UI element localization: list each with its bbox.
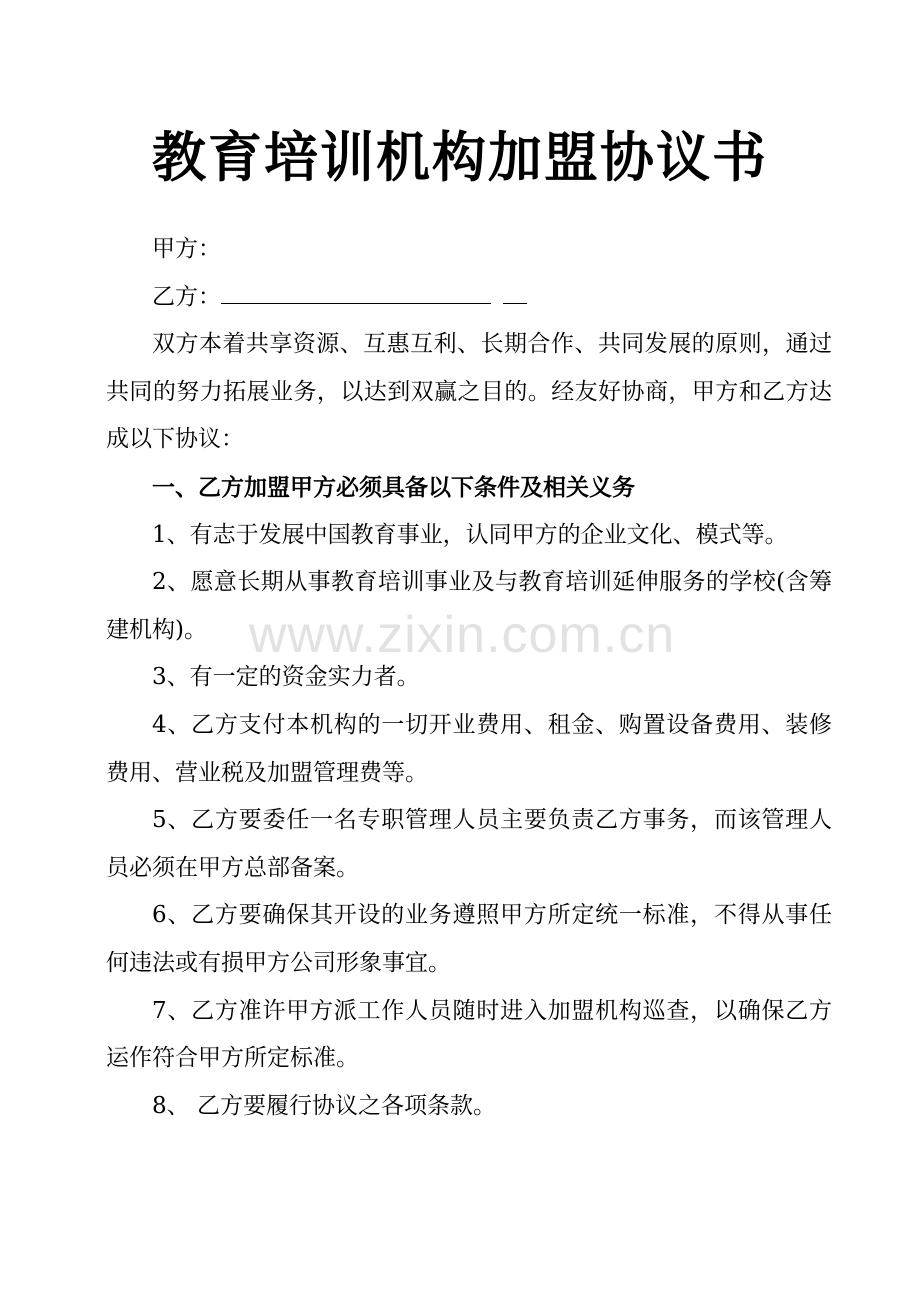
section-1-heading: 一、乙方加盟甲方必须具备以下条件及相关义务 <box>152 473 635 501</box>
clause-7: 7、乙方准许甲方派工作人员随时进入加盟机构巡查，以确保乙方运作符合甲方所定标准。 <box>106 997 832 1072</box>
intro-paragraph: 双方本着共享资源、互惠互利、长期合作、共同发展的原则，通过共同的努力拓展业务，以达到双赢之目的。经友好协商，甲方和乙方达成以下协议： <box>106 331 832 453</box>
clause-5: 5、乙方要委任一名专职管理人员主要负责乙方事务，而该管理人员必须在甲方总部备案。 <box>106 807 832 881</box>
clause-4: 4、乙方支付本机构的一切开业费用、租金、购置设备费用、装修费用、营业税及加盟管理费等。 <box>106 711 832 786</box>
party-b-blank-field-tail <box>503 278 527 303</box>
party-b-label: 乙方： <box>152 283 221 310</box>
clause-2: 2、愿意长期从事教育培训事业及与教育培训延伸服务的学校(含筹建机构)。 <box>106 569 832 643</box>
document-title: 教育培训机构加盟协议书 <box>152 126 768 189</box>
party-a-label: 甲方： <box>152 236 221 262</box>
clause-1: 1、有志于发展中国教育事业，认同甲方的企业文化、模式等。 <box>152 521 788 548</box>
party-b-line <box>106 274 832 322</box>
clause-8: 8、 乙方要履行协议之各项条款。 <box>152 1092 496 1119</box>
party-b-blank-field <box>221 278 491 303</box>
watermark-text: www.zixin.com.cn <box>248 606 676 664</box>
document-body <box>106 226 832 1130</box>
clause-3: 3、有一定的资金实力者。 <box>152 664 420 691</box>
party-a-line <box>106 226 832 274</box>
clause-6: 6、乙方要确保其开设的业务遵照甲方所定统一标准，不得从事任何违法或有损甲方公司形象事宜。 <box>106 902 832 976</box>
